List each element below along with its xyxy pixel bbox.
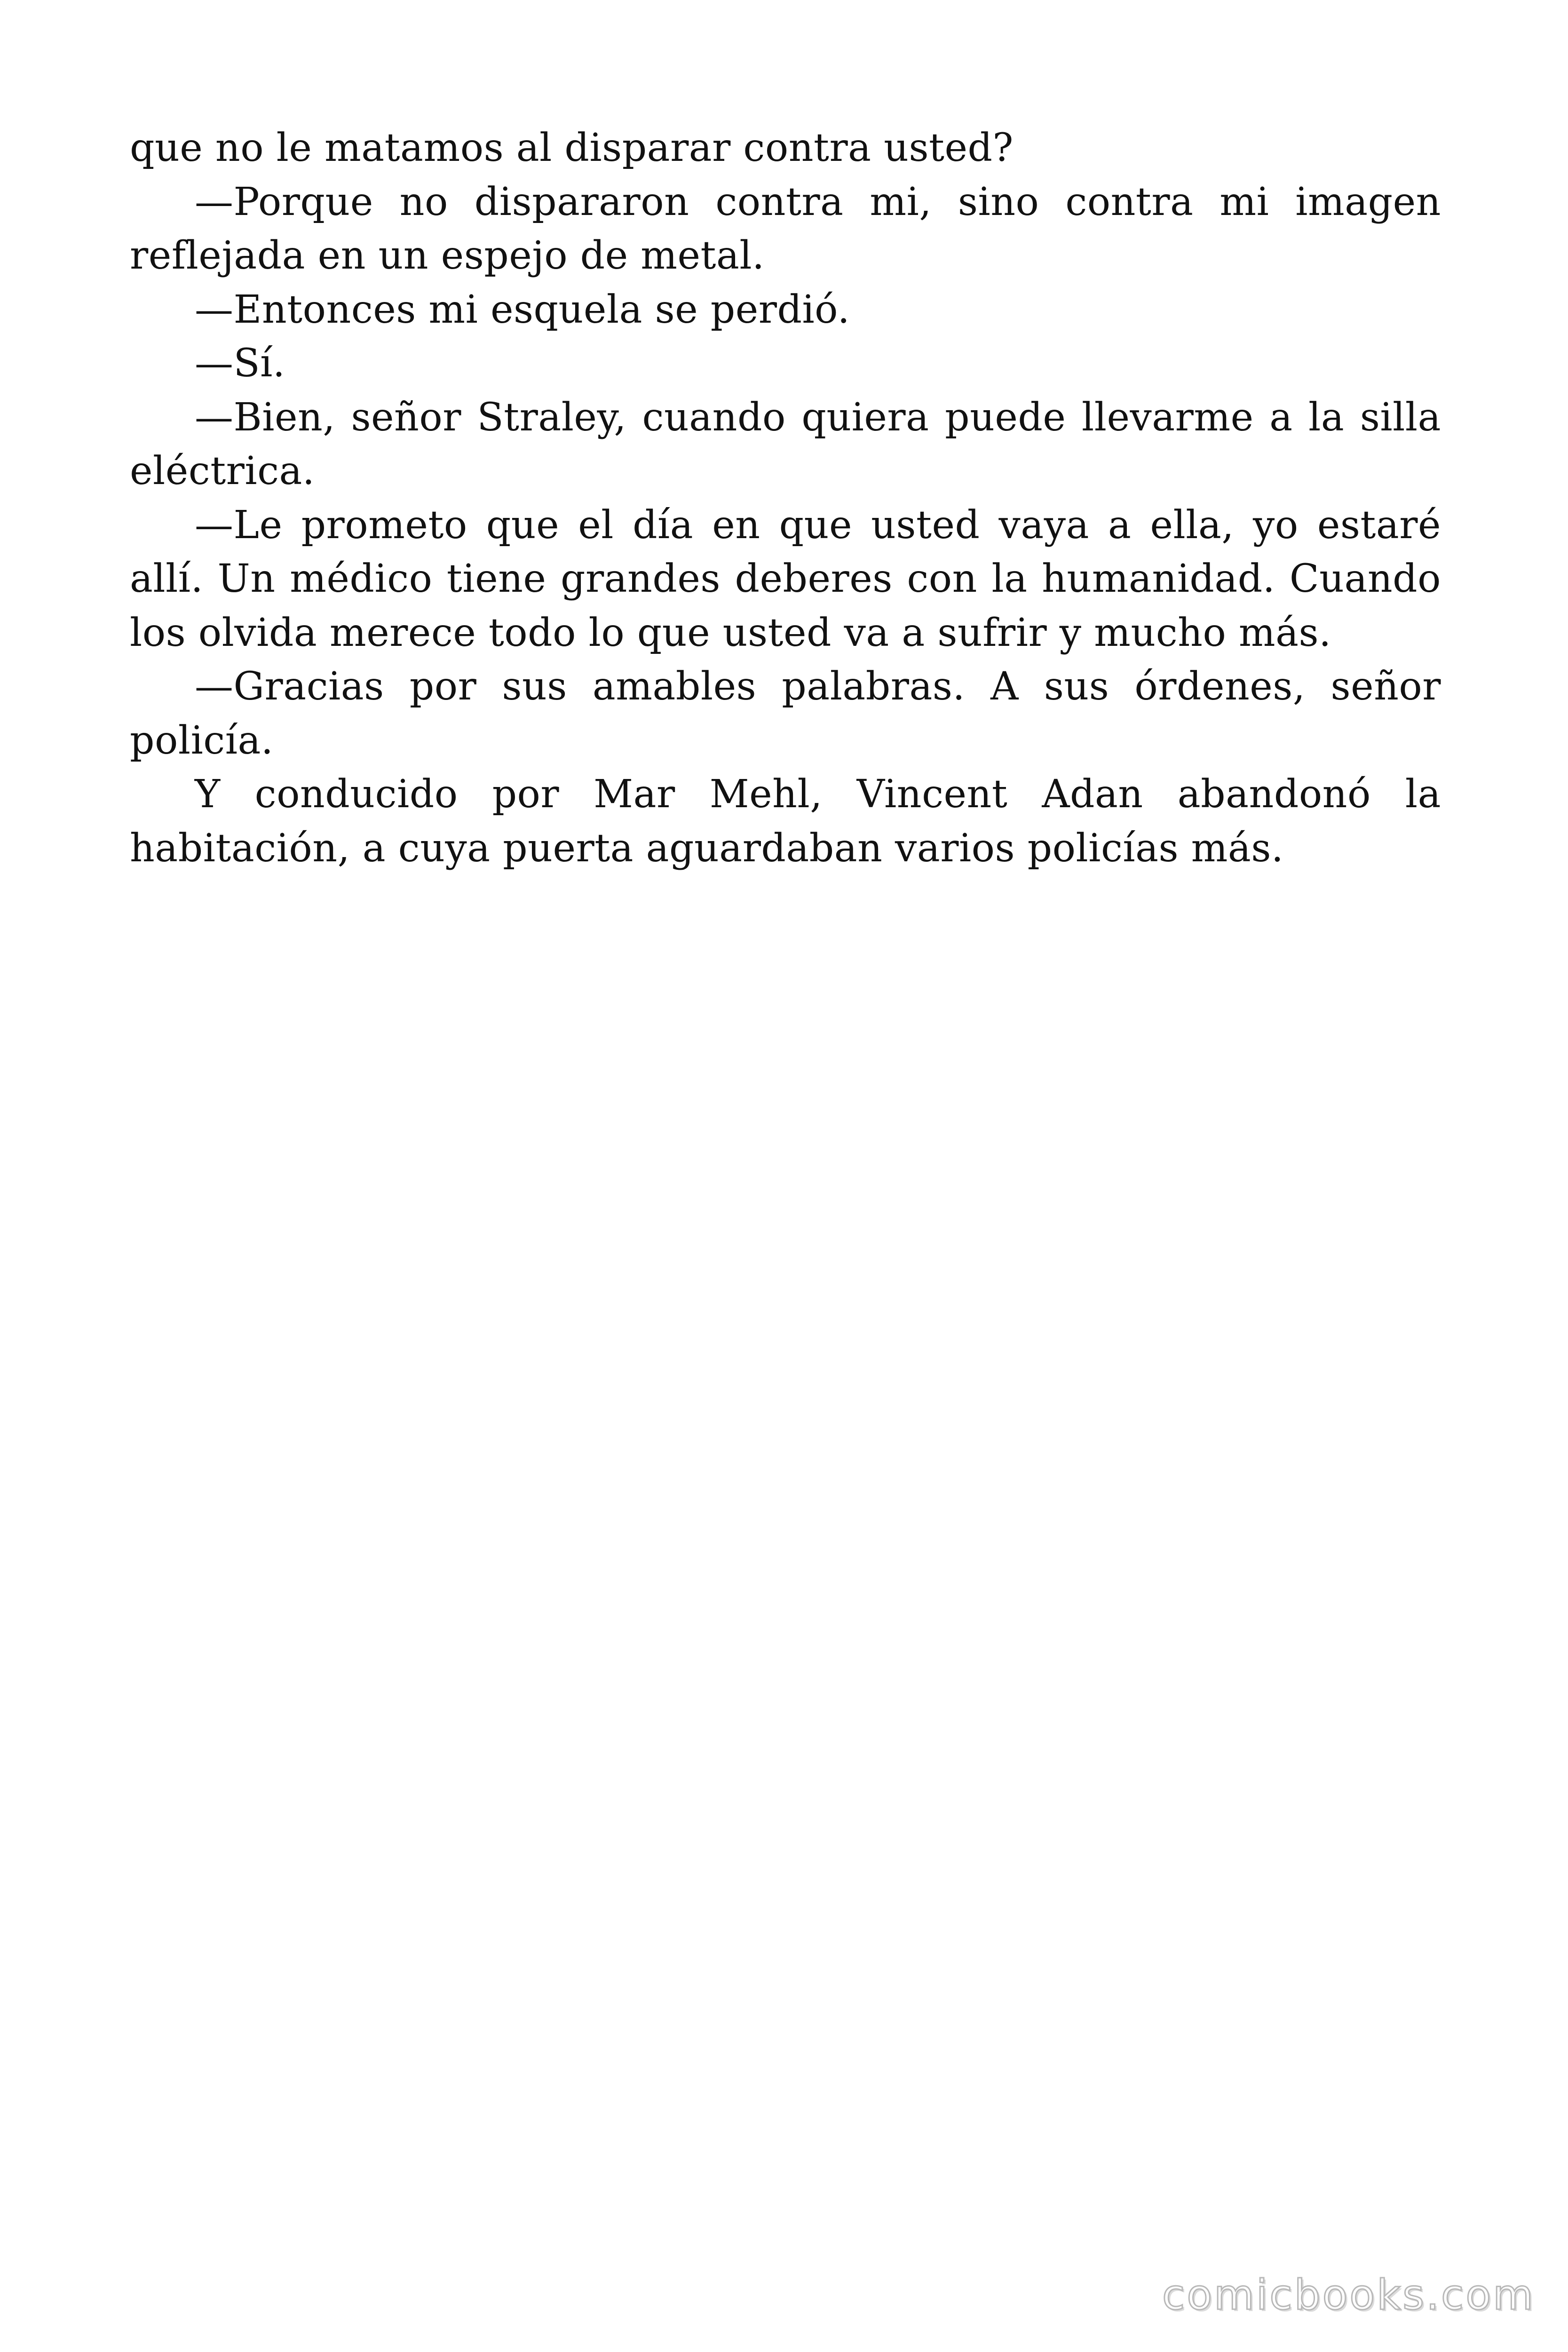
body-text (130, 121, 1441, 875)
paragraph-continuation: que no le matamos al disparar contra usted? (130, 126, 1014, 170)
paragraph-narration: Y conducido por Mar Mehl, Vincent Adan abandonó la habitación, a cuya puerta aguardaban varios policías más. (130, 772, 1441, 871)
paragraph-dialogue: —Porque no dispararon contra mi, sino contra mi imagen reflejada en un espejo de metal. (130, 179, 1441, 278)
paragraph-dialogue: —Entonces mi esquela se perdió. (195, 287, 850, 332)
paragraph-dialogue: —Bien, señor Straley, cuando quiera puede llevarme a la silla eléctrica. (130, 395, 1441, 493)
watermark: comicbooks.com (1162, 2271, 1535, 2319)
paragraph-dialogue: —Le prometo que el día en que usted vaya a ella, yo estaré allí. Un médico tiene grandes deberes con la humanidad. Cuando los olvida merece todo lo que usted va a sufrir y mucho más. (130, 502, 1441, 655)
paragraph-dialogue: —Sí. (195, 341, 285, 386)
paragraph-dialogue: —Gracias por sus amables palabras. A sus órdenes, señor policía. (130, 664, 1441, 763)
